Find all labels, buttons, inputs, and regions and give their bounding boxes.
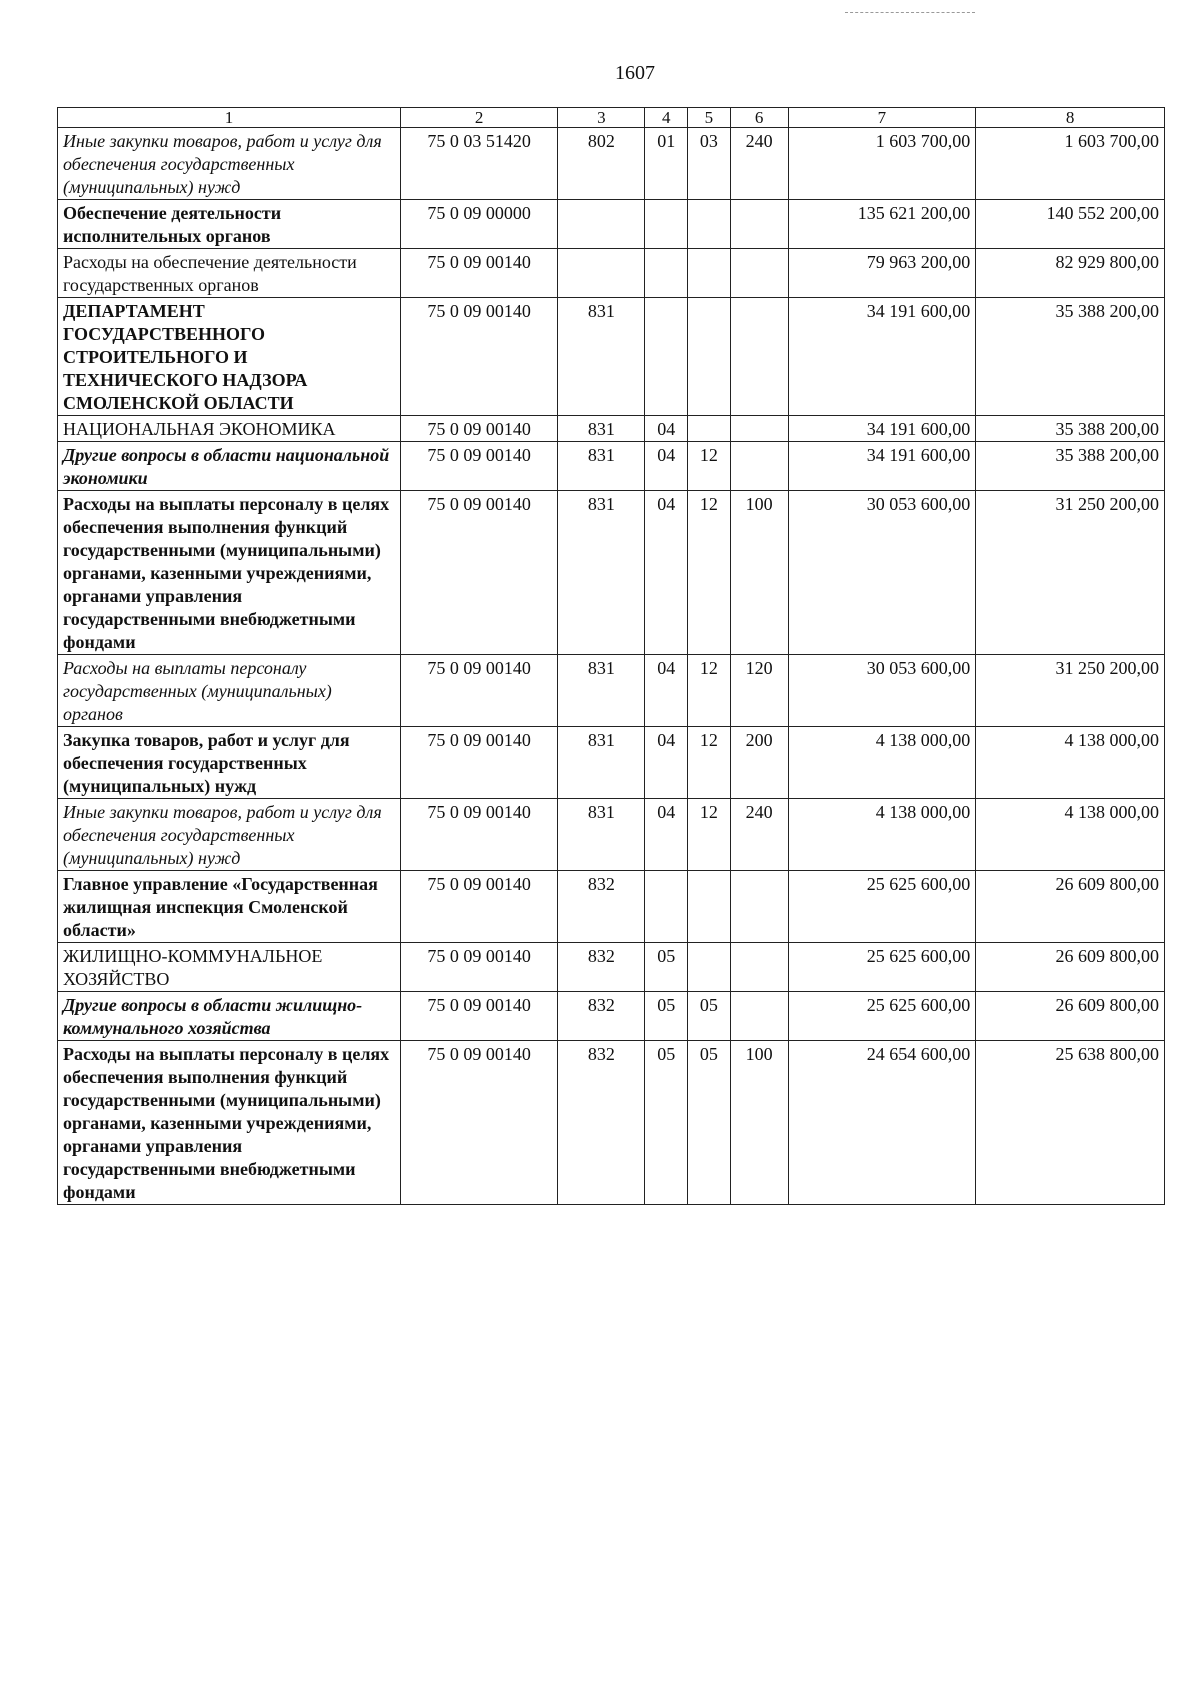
amount-year1-cell: 4 138 000,00 xyxy=(788,799,976,871)
section-cell: 05 xyxy=(645,992,688,1041)
subsection-cell: 05 xyxy=(688,1041,731,1205)
subsection-cell: 12 xyxy=(688,727,731,799)
amount-year1-cell: 135 621 200,00 xyxy=(788,200,976,249)
scan-artifact-line xyxy=(845,12,975,13)
target-article-cell: 75 0 03 51420 xyxy=(400,128,557,200)
section-cell: 04 xyxy=(645,727,688,799)
target-article-cell: 75 0 09 00140 xyxy=(400,943,557,992)
section-cell xyxy=(645,249,688,298)
subsection-cell: 12 xyxy=(688,799,731,871)
amount-year2-cell: 26 609 800,00 xyxy=(976,943,1165,992)
subsection-cell: 03 xyxy=(688,128,731,200)
expense-type-cell: 240 xyxy=(730,799,788,871)
budget-table-body xyxy=(58,108,1165,1205)
table-row xyxy=(58,799,1165,871)
table-row xyxy=(58,943,1165,992)
subsection-cell xyxy=(688,298,731,416)
amount-year2-cell: 1 603 700,00 xyxy=(976,128,1165,200)
table-row xyxy=(58,871,1165,943)
amount-year1-cell: 34 191 600,00 xyxy=(788,442,976,491)
target-article-cell: 75 0 09 00140 xyxy=(400,799,557,871)
column-header: 3 xyxy=(558,108,645,128)
table-row xyxy=(58,992,1165,1041)
admin-code-cell: 832 xyxy=(558,871,645,943)
table-row xyxy=(58,491,1165,655)
budget-table xyxy=(57,107,1165,1205)
subsection-cell: 12 xyxy=(688,491,731,655)
section-cell: 01 xyxy=(645,128,688,200)
expense-type-cell xyxy=(730,943,788,992)
section-cell xyxy=(645,871,688,943)
amount-year1-cell: 25 625 600,00 xyxy=(788,871,976,943)
amount-year2-cell: 25 638 800,00 xyxy=(976,1041,1165,1205)
section-cell: 04 xyxy=(645,799,688,871)
expense-type-cell: 200 xyxy=(730,727,788,799)
subsection-cell xyxy=(688,200,731,249)
subsection-cell xyxy=(688,416,731,442)
column-header: 7 xyxy=(788,108,976,128)
section-cell: 05 xyxy=(645,943,688,992)
table-row xyxy=(58,1041,1165,1205)
column-header: 6 xyxy=(730,108,788,128)
amount-year1-cell: 24 654 600,00 xyxy=(788,1041,976,1205)
admin-code-cell: 831 xyxy=(558,491,645,655)
item-name-cell: Главное управление «Государственная жилищная инспекция Смоленской области» xyxy=(58,871,401,943)
target-article-cell: 75 0 09 00140 xyxy=(400,871,557,943)
table-row xyxy=(58,200,1165,249)
amount-year2-cell: 35 388 200,00 xyxy=(976,416,1165,442)
table-row xyxy=(58,128,1165,200)
subsection-cell: 05 xyxy=(688,992,731,1041)
section-cell: 04 xyxy=(645,655,688,727)
section-cell: 04 xyxy=(645,442,688,491)
column-header: 1 xyxy=(58,108,401,128)
admin-code-cell xyxy=(558,200,645,249)
amount-year1-cell: 79 963 200,00 xyxy=(788,249,976,298)
expense-type-cell: 100 xyxy=(730,1041,788,1205)
page-number: 1607 xyxy=(615,62,655,84)
amount-year1-cell: 30 053 600,00 xyxy=(788,491,976,655)
target-article-cell: 75 0 09 00140 xyxy=(400,1041,557,1205)
amount-year2-cell: 4 138 000,00 xyxy=(976,727,1165,799)
column-header: 8 xyxy=(976,108,1165,128)
amount-year2-cell: 26 609 800,00 xyxy=(976,992,1165,1041)
admin-code-cell xyxy=(558,249,645,298)
amount-year2-cell: 35 388 200,00 xyxy=(976,442,1165,491)
item-name-cell: Расходы на обеспечение деятельности государственных органов xyxy=(58,249,401,298)
item-name-cell: Обеспечение деятельности исполнительных органов xyxy=(58,200,401,249)
target-article-cell: 75 0 09 00140 xyxy=(400,298,557,416)
table-row xyxy=(58,249,1165,298)
item-name-cell: НАЦИОНАЛЬНАЯ ЭКОНОМИКА xyxy=(58,416,401,442)
table-row xyxy=(58,416,1165,442)
subsection-cell: 12 xyxy=(688,442,731,491)
target-article-cell: 75 0 09 00140 xyxy=(400,416,557,442)
item-name-cell: Иные закупки товаров, работ и услуг для обеспечения государственных (муниципальных) нужд xyxy=(58,128,401,200)
amount-year2-cell: 35 388 200,00 xyxy=(976,298,1165,416)
target-article-cell: 75 0 09 00140 xyxy=(400,655,557,727)
target-article-cell: 75 0 09 00140 xyxy=(400,727,557,799)
item-name-cell: Другие вопросы в области национальной экономики xyxy=(58,442,401,491)
target-article-cell: 75 0 09 00140 xyxy=(400,249,557,298)
section-cell xyxy=(645,298,688,416)
subsection-cell xyxy=(688,871,731,943)
admin-code-cell: 802 xyxy=(558,128,645,200)
subsection-cell xyxy=(688,249,731,298)
section-cell: 05 xyxy=(645,1041,688,1205)
target-article-cell: 75 0 09 00140 xyxy=(400,442,557,491)
column-header: 4 xyxy=(645,108,688,128)
amount-year1-cell: 4 138 000,00 xyxy=(788,727,976,799)
amount-year1-cell: 25 625 600,00 xyxy=(788,943,976,992)
expense-type-cell xyxy=(730,442,788,491)
table-row xyxy=(58,727,1165,799)
amount-year2-cell: 26 609 800,00 xyxy=(976,871,1165,943)
expense-type-cell xyxy=(730,992,788,1041)
expense-type-cell xyxy=(730,249,788,298)
expense-type-cell xyxy=(730,871,788,943)
column-number-row xyxy=(58,108,1165,128)
table-row xyxy=(58,298,1165,416)
item-name-cell: Расходы на выплаты персоналу государственных (муниципальных) органов xyxy=(58,655,401,727)
expense-type-cell: 100 xyxy=(730,491,788,655)
admin-code-cell: 831 xyxy=(558,416,645,442)
section-cell xyxy=(645,200,688,249)
admin-code-cell: 831 xyxy=(558,442,645,491)
admin-code-cell: 831 xyxy=(558,298,645,416)
expense-type-cell xyxy=(730,298,788,416)
admin-code-cell: 832 xyxy=(558,992,645,1041)
amount-year2-cell: 140 552 200,00 xyxy=(976,200,1165,249)
admin-code-cell: 832 xyxy=(558,1041,645,1205)
admin-code-cell: 831 xyxy=(558,727,645,799)
table-row xyxy=(58,442,1165,491)
item-name-cell: Иные закупки товаров, работ и услуг для обеспечения государственных (муниципальных) нужд xyxy=(58,799,401,871)
target-article-cell: 75 0 09 00140 xyxy=(400,491,557,655)
expense-type-cell: 240 xyxy=(730,128,788,200)
expense-type-cell xyxy=(730,200,788,249)
item-name-cell: ЖИЛИЩНО-КОММУНАЛЬНОЕ ХОЗЯЙСТВО xyxy=(58,943,401,992)
amount-year2-cell: 82 929 800,00 xyxy=(976,249,1165,298)
target-article-cell: 75 0 09 00000 xyxy=(400,200,557,249)
amount-year1-cell: 34 191 600,00 xyxy=(788,298,976,416)
column-header: 2 xyxy=(400,108,557,128)
amount-year1-cell: 1 603 700,00 xyxy=(788,128,976,200)
admin-code-cell: 831 xyxy=(558,655,645,727)
admin-code-cell: 832 xyxy=(558,943,645,992)
expense-type-cell xyxy=(730,416,788,442)
amount-year1-cell: 30 053 600,00 xyxy=(788,655,976,727)
amount-year1-cell: 34 191 600,00 xyxy=(788,416,976,442)
item-name-cell: Расходы на выплаты персоналу в целях обеспечения выполнения функций государственными (муниципальными) органами, казенными учреждениями, органами управления государственными внебюджетными фондами xyxy=(58,491,401,655)
section-cell: 04 xyxy=(645,491,688,655)
item-name-cell: Закупка товаров, работ и услуг для обеспечения государственных (муниципальных) нужд xyxy=(58,727,401,799)
table-row xyxy=(58,655,1165,727)
amount-year2-cell: 31 250 200,00 xyxy=(976,491,1165,655)
item-name-cell: Другие вопросы в области жилищно-коммунального хозяйства xyxy=(58,992,401,1041)
amount-year2-cell: 31 250 200,00 xyxy=(976,655,1165,727)
item-name-cell: Расходы на выплаты персоналу в целях обеспечения выполнения функций государственными (муниципальными) органами, казенными учреждениями, органами управления государственными внебюджетными фондами xyxy=(58,1041,401,1205)
admin-code-cell: 831 xyxy=(558,799,645,871)
item-name-cell: ДЕПАРТАМЕНТ ГОСУДАРСТВЕННОГО СТРОИТЕЛЬНОГО И ТЕХНИЧЕСКОГО НАДЗОРА СМОЛЕНСКОЙ ОБЛАСТИ xyxy=(58,298,401,416)
subsection-cell xyxy=(688,943,731,992)
amount-year2-cell: 4 138 000,00 xyxy=(976,799,1165,871)
target-article-cell: 75 0 09 00140 xyxy=(400,992,557,1041)
section-cell: 04 xyxy=(645,416,688,442)
amount-year1-cell: 25 625 600,00 xyxy=(788,992,976,1041)
column-header: 5 xyxy=(688,108,731,128)
subsection-cell: 12 xyxy=(688,655,731,727)
expense-type-cell: 120 xyxy=(730,655,788,727)
